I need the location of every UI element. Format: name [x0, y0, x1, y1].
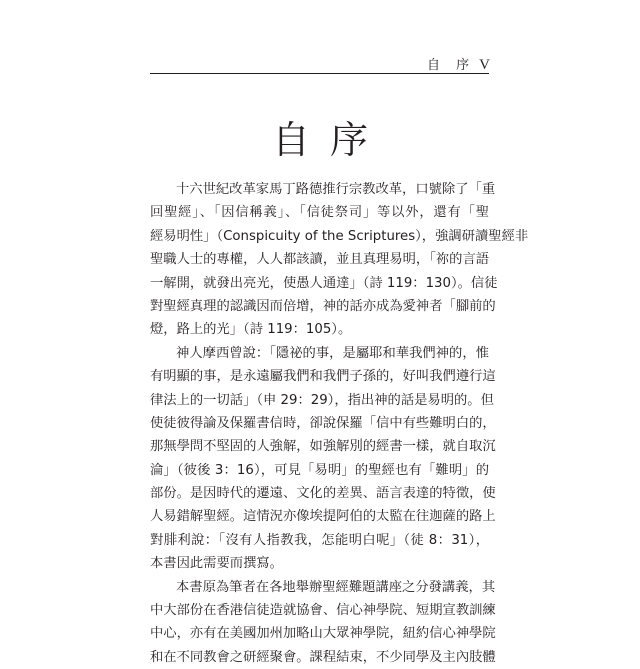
paragraph-line: 十六世紀改革家馬丁路德推行宗教改革，口號除了「重: [176, 182, 496, 197]
paragraph-line: 和在不同教會之研經聚會。課程結束，不少同學及主內肢體: [150, 649, 496, 665]
paragraph-line: 那無學問不堅固的人強解，如強解別的經書一樣，就自取沉: [150, 439, 496, 455]
paragraph-line: 燈，路上的光」（詩 119：105）。: [150, 322, 352, 338]
paragraph-line: 人易錯解聖經。這情況亦像埃提阿伯的太監在往迦薩的路上: [150, 509, 496, 525]
page-number: V: [479, 57, 490, 73]
header-rule: [150, 73, 489, 74]
paragraph-line: 使徒彼得論及保羅書信時，卻說保羅「信中有些難明白的，: [150, 415, 496, 431]
paragraph-line: 回聖經」、「因信稱義」、「信徒祭司」等以外，還有「聖: [150, 205, 489, 221]
paragraph-line: 中大部份在香港信徒造就協會、信心神學院、短期宣教訓練: [150, 603, 496, 619]
body-text: [150, 178, 529, 669]
paragraph-line: 本書因此需要而撰寫。: [150, 556, 283, 572]
paragraph-line: 經易明性」（Conspicuity of the Scriptures），強調研讀聖經非: [150, 228, 529, 244]
paragraph-line: 聖職人士的專權，人人都該讀，並且真理易明，「祢的言語: [150, 252, 490, 268]
page-title: 自序: [271, 118, 388, 162]
paragraph-line: 對腓利說：「沒有人指教我，怎能明白呢」（徒 8：31），: [150, 532, 489, 548]
paragraph-line: 有明顯的事，是永遠屬我們和我們子孫的，好叫我們遵行這: [150, 369, 496, 385]
paragraph-line: 淪」（彼後 3：16），可見「易明」的聖經也有「難明」的: [150, 462, 489, 478]
running-header-section: 自 序: [427, 58, 476, 73]
paragraph-line: 對聖經真理的認識因而倍增，神的話亦成為愛神者「腳前的: [150, 298, 496, 314]
running-header: [427, 54, 490, 74]
paragraph-line: 律法上的一切話」（申 29：29），指出神的話是易明的。但: [150, 392, 494, 408]
paragraph-line: 一解開，就發出亮光，使愚人通達」（詩 119：130）。信徒: [150, 275, 498, 291]
paragraph-line: 部份。是因時代的遷遠、文化的差異、語言表達的特徵，使: [150, 486, 496, 502]
paragraph-line: 本書原為筆者在各地舉辦聖經難題講座之分發講義，其: [176, 579, 496, 595]
paragraph-line: 中心，亦有在美國加州加略山大眾神學院，紐約信心神學院: [150, 626, 496, 642]
paragraph-line: 神人摩西曾說：「隱祕的事，是屬耶和華我們神的，惟: [176, 345, 489, 361]
